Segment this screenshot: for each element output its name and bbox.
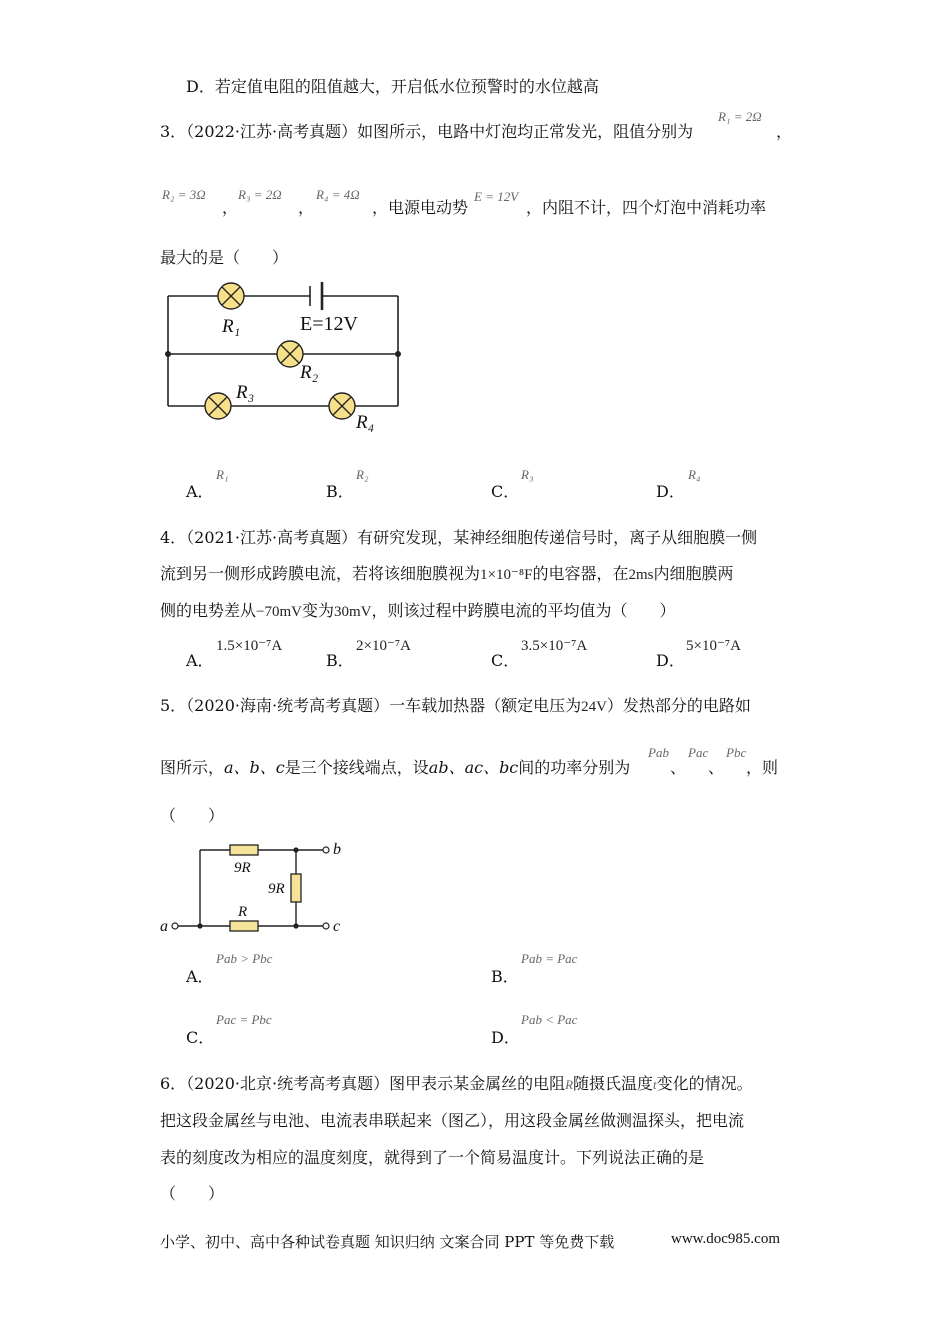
q4-line3 <box>160 600 676 623</box>
q3-circuit-diagram <box>160 278 420 438</box>
q6-symbol-r: R <box>565 1077 574 1092</box>
q3-stem-prefix: 3．（2022·江苏·高考真题）如图所示，电路中灯泡均正常发光，阻值分别为 <box>160 122 694 141</box>
q5-option-c-label: C． <box>186 1028 215 1047</box>
q2-option-d: D．若定值电阻的阻值越大，开启低水位预警时的水位越高 <box>186 77 599 96</box>
q3-r1-value: R₁ = 2Ω <box>718 109 762 124</box>
q5-option-c-value: Pac = Pbc <box>216 1012 272 1027</box>
q4-option-d-value: 5×10⁻⁷A <box>686 638 741 654</box>
q5-option-d-label: D． <box>491 1028 520 1047</box>
label-a: a <box>160 918 168 935</box>
q5-option-b-label: B． <box>491 967 519 986</box>
q3-r3-value: R₃ = 2Ω <box>238 187 282 202</box>
terminal-b <box>323 847 329 853</box>
q4-option-a-value: 1.5×10⁻⁷A <box>216 638 283 654</box>
q5-circuit-diagram <box>158 836 358 936</box>
q3-comma: ， <box>776 122 793 141</box>
q4-option-b-label: B． <box>326 651 354 670</box>
label-r2: R₂ <box>300 362 319 383</box>
resistor-top-9r <box>230 845 258 855</box>
label-top-9r: 9R <box>234 860 251 876</box>
q4-line2-c: 内细胞膜两 <box>653 564 734 583</box>
q3-sep2: ， <box>298 198 315 217</box>
q3-line1 <box>160 121 693 143</box>
q3-r4-value: R₄ = 4Ω <box>316 187 360 202</box>
label-emf: E=12V <box>300 313 358 335</box>
q3-line2-mid: ，电源电动势 <box>372 198 469 217</box>
q5-line2-c: 是三个接线端点，设 <box>284 758 429 777</box>
q5-pbc: Pbc <box>726 745 747 760</box>
terminal-a <box>172 923 178 929</box>
q5-terminals: a、b、c <box>224 758 285 777</box>
q4-line2 <box>160 563 734 586</box>
q6-symbol-t: t <box>653 1077 657 1092</box>
q5-line1 <box>160 695 751 718</box>
q5-pac: Pac <box>688 745 709 760</box>
q5-option-a-label: A． <box>186 967 214 986</box>
q5-option-b-value: Pab = Pac <box>521 951 578 966</box>
q4-option-a-label: A． <box>186 651 214 670</box>
q4-capacitance: 1×10⁻⁸F <box>480 567 533 583</box>
q3-sep1: ， <box>222 198 239 217</box>
q3-option-d-value: R₄ <box>688 467 701 482</box>
label-r4: R₄ <box>356 412 375 433</box>
q6-line1-a: 6．（2020·北京·统考高考真题）图甲表示某金属丝的电阻 <box>160 1074 566 1093</box>
q3-option-a-value: R₁ <box>216 467 229 482</box>
q3-line3: 最大的是（ ） <box>160 248 289 267</box>
q3-option-a-label: A． <box>186 482 214 501</box>
q4-line2-a: 流到另一侧形成跨膜电流，若将该细胞膜视为 <box>160 564 481 583</box>
q5-line2-a: 图所示， <box>160 758 225 777</box>
q6-line2: 把这段金属丝与电池、电流表串联起来（图乙），用这段金属丝做测温探头，把电流 <box>160 1111 745 1130</box>
q5-pairs: ab、ac、bc <box>428 758 519 777</box>
q5-line2-e: 间的功率分别为 <box>518 758 631 777</box>
q6-line1 <box>160 1073 753 1096</box>
resistor-right-9r <box>291 874 301 902</box>
q3-option-b-value: R₂ <box>356 467 369 482</box>
q4-v1: −70mV <box>256 604 302 620</box>
q6-line1-b: 随摄氏温度 <box>573 1074 654 1093</box>
bulb-r1 <box>218 283 244 309</box>
q6-line3: 表的刻度改为相应的温度刻度，就得到了一个简易温度计。下列说法正确的是 <box>160 1148 705 1167</box>
q3-line2-end: ，内阻不计，四个灯泡中消耗功率 <box>526 198 767 217</box>
label-bottom-r: R <box>238 904 248 920</box>
q4-time: 2ms <box>628 567 654 583</box>
label-c: c <box>333 918 341 935</box>
label-r1: R₁ <box>222 316 241 337</box>
label-right-9r: 9R <box>268 881 285 897</box>
q5-line1-a: 5．（2020·海南·统考高考真题）一车载加热器（额定电压为 <box>160 696 582 715</box>
q5-sep1: 、 <box>670 758 687 777</box>
footer-url[interactable]: www.doc985.com <box>671 1231 781 1247</box>
q6-line4: （ ） <box>160 1184 225 1203</box>
q5-option-a-value: Pab > Pbc <box>216 951 273 966</box>
q4-line1: 4．（2021·江苏·高考真题）有研究发现，某神经细胞传递信号时，离子从细胞膜一侧 <box>160 528 758 547</box>
q4-line3-b: 变为 <box>301 601 334 620</box>
q5-pab: Pab <box>648 745 669 760</box>
q5-sep2: 、 <box>708 758 725 777</box>
q3-option-c-label: C． <box>491 482 520 501</box>
q5-voltage: 24V <box>581 699 607 715</box>
q5-option-d-value: Pab < Pac <box>521 1012 578 1027</box>
q5-line2 <box>160 757 630 779</box>
q3-option-b-label: B． <box>326 482 354 501</box>
terminal-c <box>323 923 329 929</box>
q4-line3-a: 侧的电势差从 <box>160 601 257 620</box>
label-b: b <box>333 841 341 858</box>
q5-line1-b: ）发热部分的电路如 <box>606 696 751 715</box>
q3-emf-value: E = 12V <box>474 189 519 204</box>
bulb-r4 <box>329 393 355 419</box>
label-r3: R₃ <box>236 382 255 403</box>
bulb-r3 <box>205 393 231 419</box>
q6-line1-c: 变化的情况。 <box>656 1074 753 1093</box>
resistor-bottom-r <box>230 921 258 931</box>
q3-option-d-label: D． <box>656 482 685 501</box>
q4-v2: 30mV <box>334 604 372 620</box>
q4-option-d-label: D． <box>656 651 685 670</box>
q4-option-b-value: 2×10⁻⁷A <box>356 638 411 654</box>
q5-line2-f: ，则 <box>746 758 779 777</box>
q4-option-c-value: 3.5×10⁻⁷A <box>521 638 588 654</box>
q3-option-c-value: R₃ <box>521 467 534 482</box>
q3-r2-value: R₂ = 3Ω <box>162 187 206 202</box>
q4-line3-c: ，则该过程中跨膜电流的平均值为（ ） <box>371 601 676 620</box>
q5-line3: （ ） <box>160 806 225 825</box>
q4-option-c-label: C． <box>491 651 520 670</box>
footer-left-text: 小学、初中、高中各种试卷真题 知识归纳 文案合同 PPT 等免费下载 <box>160 1233 615 1251</box>
q4-line2-b: 的电容器，在 <box>532 564 629 583</box>
